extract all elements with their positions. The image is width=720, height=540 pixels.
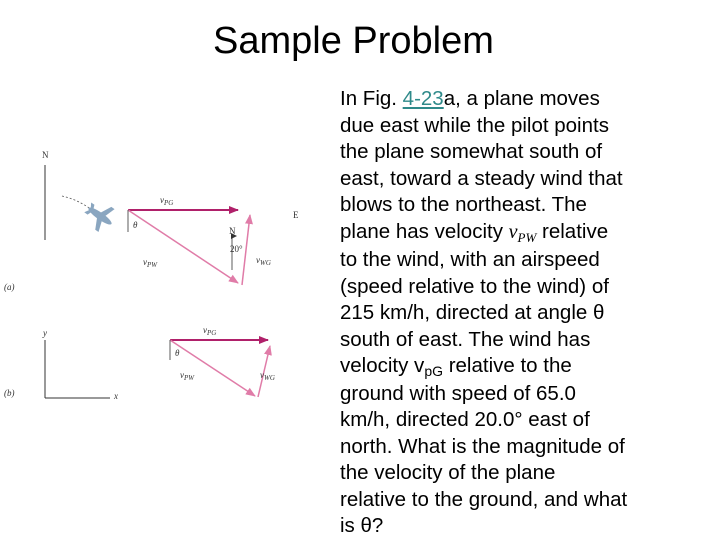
- slide-title: Sample Problem: [213, 20, 494, 62]
- label-vpg-b: [203, 325, 216, 337]
- text-line-4: east, toward a steady wind that: [340, 166, 623, 190]
- text-line-2: due east while the pilot points: [340, 113, 609, 137]
- text-line-6-post: relative: [536, 219, 609, 243]
- label-vwg-a-v: v: [256, 255, 260, 265]
- text-line-13: km/h, directed 20.0° east of: [340, 408, 590, 431]
- text-line-11-pre: velocity v: [340, 354, 425, 377]
- east-label: E: [293, 210, 299, 220]
- vector-vpw-b: [170, 340, 255, 396]
- text-line-6-pre: plane has velocity: [340, 219, 509, 243]
- text-line-15: the velocity of the plane: [340, 461, 556, 484]
- label-vpw-b: [180, 370, 195, 382]
- north-label: N: [42, 150, 49, 160]
- label-vpg-b-v: v: [203, 325, 207, 335]
- text-line-1-post: a, a plane moves: [443, 87, 600, 110]
- vector-symbol-v: v: [508, 220, 518, 243]
- text-line-14: north. What is the magnitude of: [340, 434, 625, 458]
- text-line-1-pre: In Fig.: [340, 87, 403, 110]
- airplane-icon: [80, 196, 120, 236]
- text-line-9: 215 km/h, directed at angle θ: [340, 301, 605, 324]
- theta-label-b: θ: [175, 348, 180, 358]
- figure-link[interactable]: 4-23: [402, 87, 444, 110]
- text-line-7: to the wind, with an airspeed: [340, 248, 600, 271]
- north-label-2: N: [229, 226, 236, 236]
- text-line-12: ground with speed of 65.0: [340, 381, 576, 405]
- label-vpw-a-sub: PW: [147, 261, 158, 269]
- vector-figure: [0, 0, 330, 420]
- label-vpw-a-v: v: [143, 257, 147, 267]
- label-vwg-b-sub: WG: [264, 374, 275, 382]
- text-line-11-post: relative to the: [443, 354, 572, 377]
- vector-vwg-a: [242, 215, 250, 285]
- text-line-1: [340, 86, 690, 113]
- angle-20-label: 20°: [230, 244, 243, 254]
- x-axis-label: x: [114, 391, 118, 401]
- label-vpg-b-sub: PG: [207, 329, 217, 337]
- text-line-5: blows to the northeast. The: [340, 193, 587, 216]
- part-b-label: (b): [4, 388, 15, 398]
- label-vpg-a: [160, 195, 173, 207]
- text-line-6: [340, 219, 690, 248]
- text-line-11: [340, 353, 690, 381]
- text-line-8: (speed relative to the wind) of: [340, 274, 609, 298]
- label-vpg-a-v: v: [160, 195, 164, 205]
- label-vpw-b-v: v: [180, 370, 184, 380]
- theta-label-a: θ: [133, 220, 138, 230]
- y-axis-label: y: [43, 328, 47, 338]
- label-vpw-a: [143, 257, 158, 269]
- label-vwg-a-sub: WG: [260, 259, 271, 267]
- vector-vpw-a: [128, 210, 238, 283]
- label-vpw-b-sub: PW: [184, 374, 195, 382]
- label-vwg-b-v: v: [260, 370, 264, 380]
- label-vwg-a: [256, 255, 271, 267]
- text-line-17: is θ?: [340, 514, 384, 537]
- text-line-10: south of east. The wind has: [340, 327, 591, 351]
- text-line-11-sub: pG: [424, 363, 443, 379]
- vector-subscript-pw: PW: [517, 229, 537, 245]
- text-line-16: relative to the ground, and what: [340, 487, 628, 511]
- problem-text: [340, 86, 690, 540]
- part-a-label: (a): [4, 282, 15, 292]
- text-line-3: the plane somewhat south of: [340, 140, 603, 163]
- label-vpg-a-sub: PG: [164, 199, 174, 207]
